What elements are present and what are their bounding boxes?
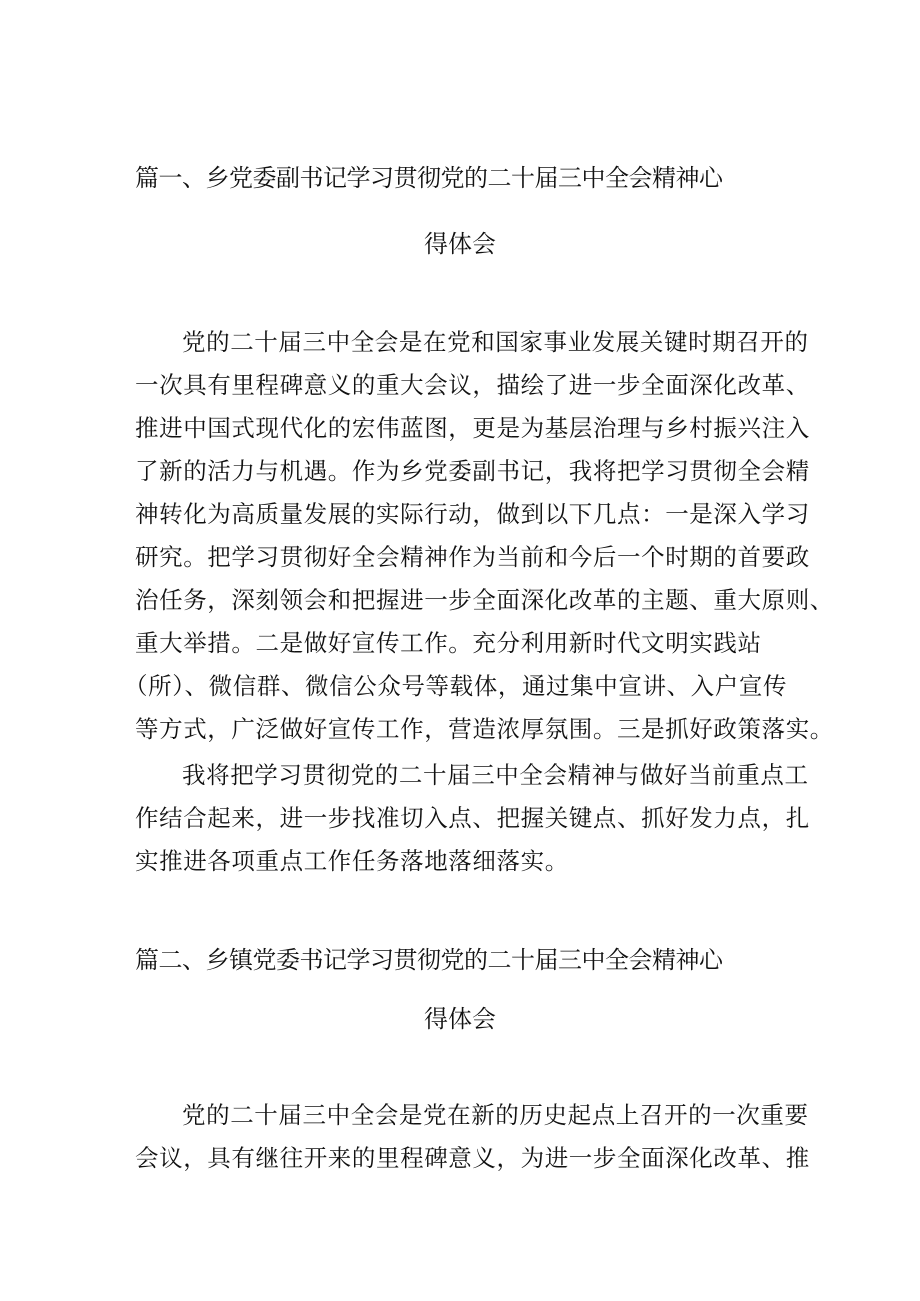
- section-1-paragraph-1-line: 研究。把学习贯彻好全会精神作为当前和今后一个时期的首要政: [135, 543, 810, 571]
- section-2-paragraph-1-line: 会议，具有继往开来的里程碑意义，为进一步全面深化改革、推: [135, 1144, 810, 1172]
- section-1-paragraph-1-line: 重大举措。二是做好宣传工作。充分利用新时代文明实践站: [135, 629, 762, 657]
- section-1-paragraph-1-line: 了新的活力与机遇。作为乡党委副书记，我将把学习贯彻全会精: [135, 457, 810, 485]
- section-1-paragraph-2-line: 我将把学习贯彻党的二十届三中全会精神与做好当前重点工: [182, 761, 809, 789]
- section-1-paragraph-1-line: 推进中国式现代化的宏伟蓝图，更是为基层治理与乡村振兴注入: [135, 414, 810, 442]
- section-1-paragraph-1-line: 神转化为高质量发展的实际行动，做到以下几点：一是深入学习: [135, 500, 810, 528]
- section-1-title-line-1: 篇一、乡党委副书记学习贯彻党的二十届三中全会精神心: [135, 164, 723, 192]
- section-1-paragraph-1-line: 治任务，深刻领会和把握进一步全面深化改革的主题、重大原则、: [135, 586, 834, 614]
- section-1-paragraph-1-line: 一次具有里程碑意义的重大会议，描绘了进一步全面深化改革、: [135, 371, 810, 399]
- section-1-paragraph-2-line: 作结合起来，进一步找准切入点、把握关键点、抓好发力点，扎: [135, 804, 810, 832]
- section-1-title-line-2: 得体会: [424, 230, 496, 258]
- section-2-title-line-2: 得体会: [424, 1005, 496, 1033]
- section-1-paragraph-1-line: 党的二十届三中全会是在党和国家事业发展关键时期召开的: [182, 328, 809, 356]
- section-1-paragraph-2-line: 实推进各项重点工作任务落地落细落实。: [135, 847, 569, 875]
- section-1-paragraph-1-line: 等方式，广泛做好宣传工作，营造浓厚氛围。三是抓好政策落实。: [135, 715, 834, 743]
- section-1-paragraph-1-line: （所）、微信群、微信公众号等载体，通过集中宣讲、入户宣传: [124, 672, 788, 700]
- section-2-paragraph-1-line: 党的二十届三中全会是党在新的历史起点上召开的一次重要: [182, 1101, 809, 1129]
- section-2-title-line-1: 篇二、乡镇党委书记学习贯彻党的二十届三中全会精神心: [135, 946, 723, 974]
